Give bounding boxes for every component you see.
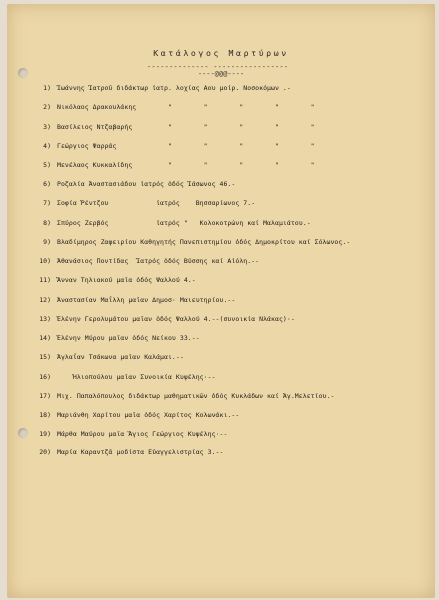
witness-entry <box>17 121 432 133</box>
entry-number: 10) <box>39 257 51 265</box>
entry-number: 11) <box>39 276 51 284</box>
entry-text: Βλαδίμηρος Ζαφειρίου Καθηγητής Πανεπιστημίου ὁδός Δημοκρίτου καί Σόλωνος.- <box>57 238 351 246</box>
entry-text: Βασίλειος Ντζαβαρής " " " " " <box>57 123 315 131</box>
entry-number: 4) <box>43 142 51 150</box>
entry-text: Ἑλένην Μύρου μαῖαν ὁδός Νείκου 33.-- <box>57 334 200 342</box>
witness-entry <box>17 178 432 190</box>
entry-number: 13) <box>39 315 51 323</box>
entry-number: 9) <box>43 238 51 246</box>
entry-number: 5) <box>43 161 51 169</box>
witness-entry <box>17 294 432 306</box>
entry-number: 3) <box>43 123 51 131</box>
entry-text: Ἀθανάσιος Ποντίδας Ἰατρός ὁδός Βύσσης καί Αἰόλη.-- <box>57 257 260 265</box>
entry-text: Μαριάνθη Χαρίτου μαῖα ὁδός Χαρίτος Κολωνάκι.-- <box>57 411 240 419</box>
entry-text: Σοφία Ῥέντζου ἰατρός Βησσαρίωνος 7.- <box>57 199 256 207</box>
witness-entry <box>17 197 432 209</box>
entry-text: Σπύρος Ζερβός ἰατρός " Κολοκοτρώνη καί Μαλαμιάτου.- <box>57 219 311 227</box>
witness-entry <box>17 351 432 363</box>
entry-text: Μενέλαος Κυκκαλίδης " " " " " <box>57 161 315 169</box>
entry-number: 6) <box>43 180 51 188</box>
entry-number: 15) <box>39 353 51 361</box>
witness-entry <box>17 82 432 94</box>
witness-entry <box>17 446 432 458</box>
witness-entry <box>17 409 432 421</box>
entry-number: 17) <box>39 392 51 400</box>
witness-entry <box>17 255 432 267</box>
witness-entry <box>17 390 432 402</box>
entry-number: 8) <box>43 219 51 227</box>
entry-number: 20) <box>39 448 51 456</box>
witness-entry <box>17 217 432 229</box>
entry-text: Μαρία Καραντζᾶ μοδίστα Εὐαγγελιστρίας 3.-- <box>57 448 224 456</box>
document-sheet <box>7 4 435 598</box>
page-number: ----@@@---- <box>197 70 245 78</box>
entry-text: Γεώργιος Ψαρράς " " " " " <box>57 142 315 150</box>
entry-number: 2) <box>43 103 51 111</box>
entry-text: Ἀναστασίαν Μαΐλλη μαῖαν Δημοσ· Μαιευτηρίου.-- <box>57 296 236 304</box>
entry-text: Μιχ. Παπαλόπουλος διδάκτωρ μαθηματικῶν ὁδός Κυκλάδων καί Ἁγ.Μελετίου.- <box>57 392 335 400</box>
witness-entry <box>17 140 432 152</box>
entry-text: Ἠλιοπούλου μαῖαν Συνοικία Κυψέλης·-- <box>57 373 216 381</box>
entry-number: 14) <box>39 334 51 342</box>
entry-number: 18) <box>39 411 51 419</box>
witness-entry <box>17 274 432 286</box>
witness-entry <box>17 101 432 113</box>
entry-text: Ἰωάννης Ἰατροῦ διδάκτωρ ἰατρ. λοχίας Αου μοίρ. Νοσοκόμων .- <box>57 84 291 92</box>
entry-number: 12) <box>39 296 51 304</box>
entry-text: Ἀγλαΐαν Τσάκωνα μαῖαν Καλάμαι.-- <box>57 353 184 361</box>
entry-text: Ἑλένην Γερολυμάτου μαῖαν ὁδός Ψαλλού 4.--(συνοικία Νλάκας)·- <box>57 315 295 323</box>
entry-number: 7) <box>43 199 51 207</box>
entry-number: 19) <box>39 430 51 438</box>
document-title: Κατάλογος Μαρτύρων <box>153 48 289 58</box>
witness-entry <box>17 313 432 325</box>
witness-entry <box>17 236 432 248</box>
entry-text: Ροζαλία Ἀναστασιάδου ἰατρός ὁδός Ἰάσωνος 46.- <box>57 180 236 188</box>
entry-text: Μάρθα Μαύρου μαῖα Ἅγιος Γεώργιος Κυψέλης·-- <box>57 430 228 438</box>
witness-entry <box>17 332 432 344</box>
title-underline: -------------- ----------------- <box>147 63 289 71</box>
witness-entry <box>17 428 432 440</box>
entry-text: Ἄνναν Τηλιακού μαῖα ὁδός Ψαλλού 4.- <box>57 276 196 284</box>
entry-text: Νικόλαος Δρακουλάκης " " " " " <box>57 103 315 111</box>
witness-entry <box>17 371 432 383</box>
entry-number: 16) <box>39 373 51 381</box>
entry-number: 1) <box>43 84 51 92</box>
witness-entry <box>17 159 432 171</box>
